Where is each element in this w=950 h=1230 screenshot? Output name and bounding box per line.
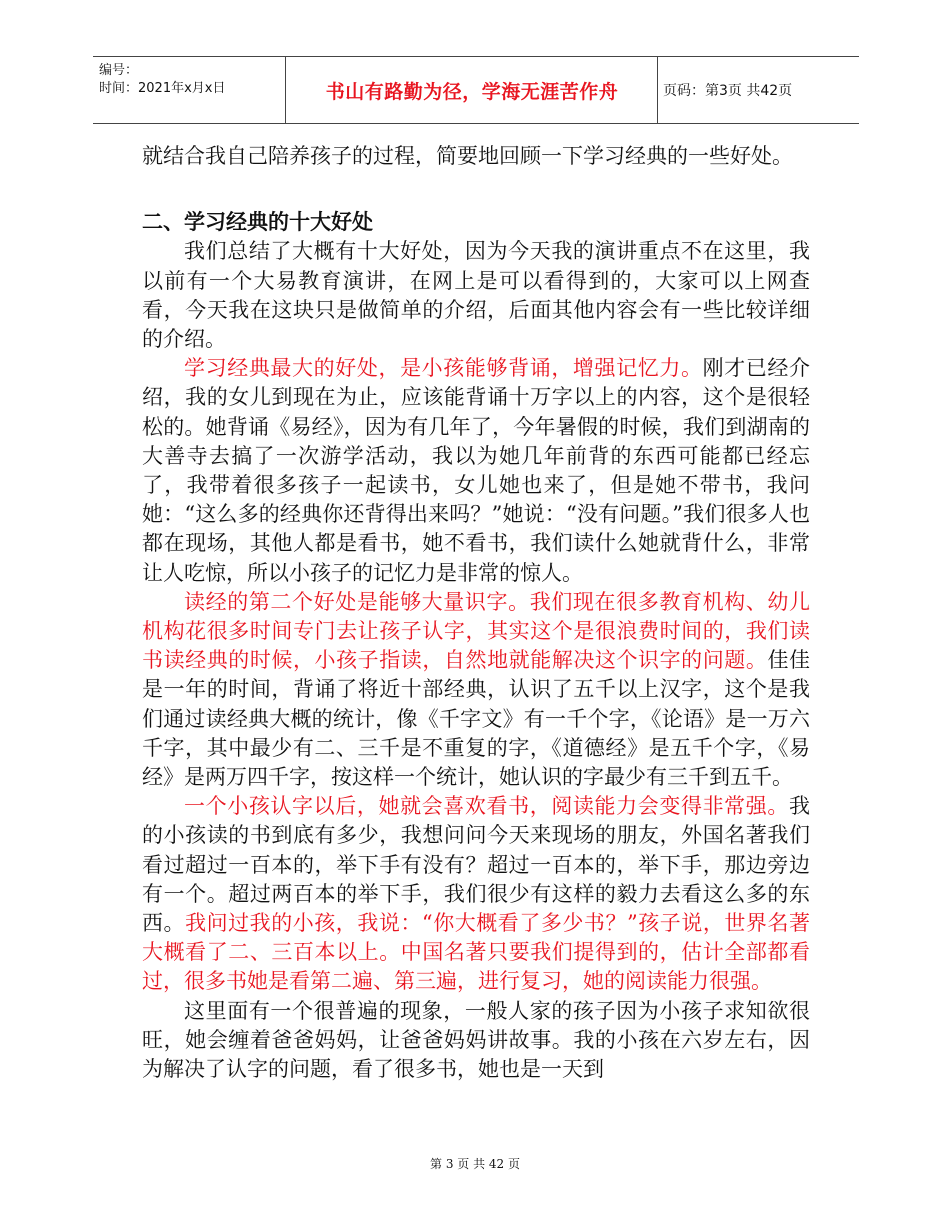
time-label: 时间：2021年x月x日 — [99, 81, 226, 96]
paragraph-1: 我们总结了大概有十大好处，因为今天我的演讲重点不在这里，我以前有一个大易教育演讲，在网上是可以看得到的，大家可以上网查看，今天我在这块只是做简单的介绍，后面其他内容会有一些比较详细的介绍。 — [142, 239, 810, 352]
header-motto: 书山有路勤为径，学海无涯苦作舟 — [325, 80, 619, 103]
body-text: 刚才已经介绍，我的女儿到现在为止，应该能背诵十万字以上的内容，这个是很轻松的。她背诵《易经》，因为有几年了，今年暑假的时候，我们到湖南的大善寺去搞了一次游学活动，我以为她几年前背的东西可能都已经忘了，我带着很多孩子一起读书，女儿她也来了，但是她不带书，我问她：“这么多的经典你还背得出来吗？”她说：“没有问题。”我们很多人也都在现场，其他人都是看书，她不看书，我们读什么她就背什么，非常让人吃惊，所以小孩子的记忆力是非常的惊人。 — [142, 356, 811, 585]
highlight-text: 我问过我的小孩，我说：“你大概看了多少书？”孩子说，世界名著大概看了二、三百本以上。中国名著只要我们提得到的，估计全部都看过，很多书她是看第二遍、第三遍，进行复习，她的阅读能力很强。 — [142, 911, 810, 994]
body-text: 佳佳是一年的时间，背诵了将近十部经典，认识了五千以上汉字，这个是我们通过读经典大概的统计，像《千字文》有一千个字，《论语》是一万六千字，其中最少有二、三千是不重复的字，《道德经》是五千个字，《易经》是两万四千字，按这样一个统计，她认识的字最少有三千到五千。 — [142, 648, 811, 790]
page-footer: 第 3 页 共 42 页 — [430, 1157, 520, 1171]
header-meta — [99, 62, 225, 98]
paragraph-5: 这里面有一个很普遍的现象，一般人家的孩子因为小孩子求知欲很旺，她会缠着爸爸妈妈，让爸爸妈妈讲故事。我的小孩在六岁左右，因为解决了认字的问题，看了很多书，她也是一天到 — [142, 998, 810, 1082]
body-text: 我的小孩读的书到底有多少，我想问问今天来现场的朋友，外国名著我们看过超过一百本的，举下手有没有？超过一百本的，举下手，那边旁边有一个。超过两百本的举下手，我们很少有这样的毅力去看这么多的东西。 — [142, 794, 810, 936]
header-page-info: 页码：第3页 共42页 — [663, 83, 793, 99]
page-header — [93, 56, 859, 124]
paragraph-2 — [142, 354, 810, 588]
section-heading: 二、学习经典的十大好处 — [142, 210, 373, 235]
number-label: 编号： — [99, 63, 139, 78]
highlight-text: 学习经典最大的好处，是小孩能够背诵，增强记忆力。 — [184, 356, 703, 381]
highlight-text: 一个小孩认字以后，她就会喜欢看书，阅读能力会变得非常强。 — [184, 794, 789, 819]
highlight-text: 读经的第二个好处是能够大量识字。我们现在很多教育机构、幼儿机构花很多时间专门去让孩子认字，其实这个是很浪费时间的，我们读书读经典的时候，小孩子指读，自然地就能解决这个识字的问题。 — [142, 589, 810, 673]
paragraph-4 — [142, 792, 810, 996]
intro-paragraph: 就结合我自己陪养孩子的过程，简要地回顾一下学习经典的一些好处。 — [142, 144, 793, 168]
header-divider — [657, 57, 658, 123]
paragraph-3 — [142, 588, 810, 792]
header-divider — [285, 57, 286, 123]
document-body — [142, 142, 810, 1084]
